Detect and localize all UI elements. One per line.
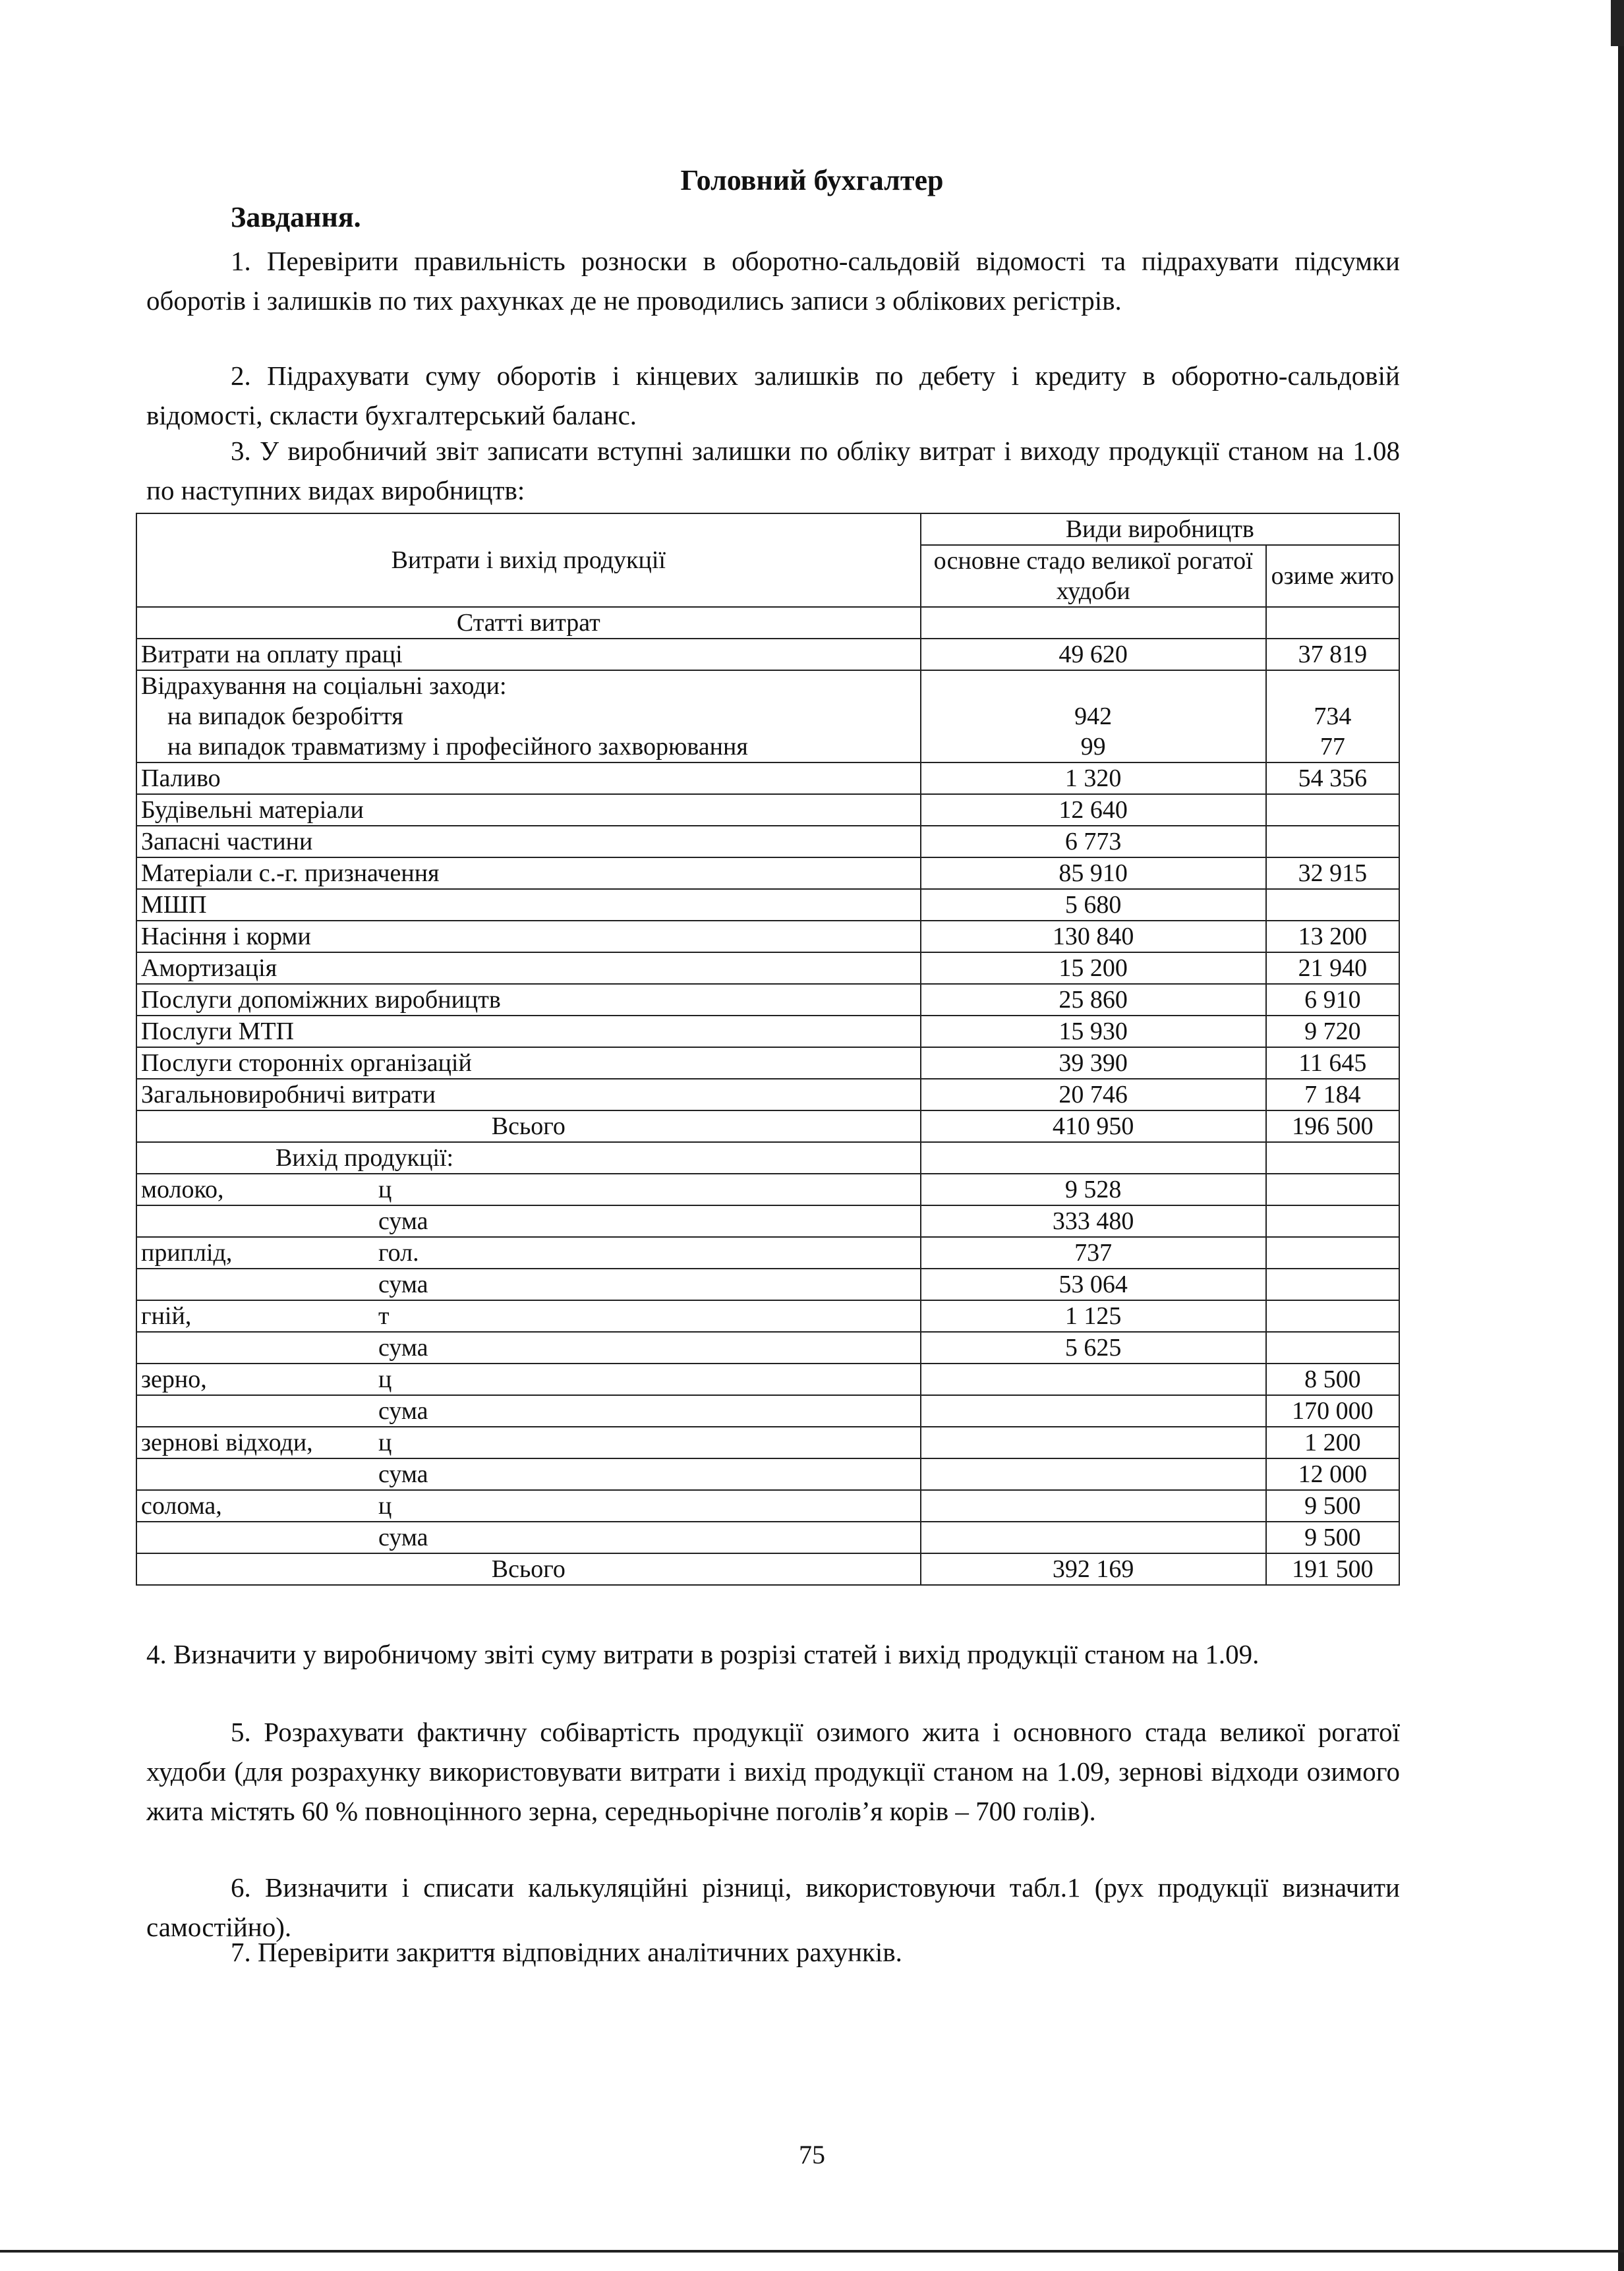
page-edge-shadow (1618, 0, 1624, 2271)
table-row (136, 857, 1399, 889)
table-row (136, 1458, 1399, 1490)
output-item-unit: сума (378, 1524, 428, 1551)
value-rye (1266, 826, 1399, 857)
value-cattle (921, 1490, 1266, 1522)
value-rye: 9 500 (1266, 1490, 1399, 1522)
table-row (136, 1395, 1399, 1427)
table-row (136, 1047, 1399, 1079)
output-total-label: Всього (136, 1553, 921, 1585)
output-item-name: молоко, (141, 1176, 224, 1203)
value-rye (1266, 1237, 1399, 1269)
value-cattle (921, 1395, 1266, 1427)
output-item-unit: сума (378, 1207, 428, 1235)
empty-cell (921, 1142, 1266, 1174)
cost-item-label: Послуги сторонніх організацій (136, 1047, 921, 1079)
table-row (136, 639, 1399, 670)
output-item-unit: сума (378, 1334, 428, 1362)
value-rye: 54 356 (1266, 762, 1399, 794)
value-cattle: 333 480 (921, 1205, 1266, 1237)
table-row (136, 1174, 1399, 1205)
table-row (136, 1016, 1399, 1047)
cost-total-row (136, 1110, 1399, 1142)
value-rye: 12 000 (1266, 1458, 1399, 1490)
output-item (136, 1174, 921, 1205)
social-contributions-row (136, 670, 1399, 762)
output-item (136, 1395, 921, 1427)
social-value: 942 (1074, 703, 1113, 730)
table-row (136, 1332, 1399, 1364)
output-item (136, 1427, 921, 1458)
table-row (136, 1079, 1399, 1110)
output-item (136, 1490, 921, 1522)
social-value: 77 (1320, 733, 1345, 761)
value-cattle: 39 390 (921, 1047, 1266, 1079)
page-number: 75 (799, 2140, 825, 2170)
output-total-cattle: 392 169 (921, 1553, 1266, 1585)
output-item (136, 1332, 921, 1364)
task-7: 7. Перевірити закриття відповідних аналітичних рахунків. (231, 1937, 902, 1967)
output-item-name: приплід, (141, 1239, 233, 1267)
output-total-row (136, 1553, 1399, 1585)
cost-total-label: Всього (136, 1110, 921, 1142)
task-1: 1. Перевірити правильність розноски в оборотно-сальдовій відомості та підрахувати підсумки оборотів і залишків по тих рахунках де не проводились записи з облікових регістрів. (146, 246, 1400, 316)
task-6: 6. Визначити і списати калькуляційні різниці, використовуючи табл.1 (рух продукції визначити самостійно). (146, 1872, 1400, 1942)
value-rye: 9 500 (1266, 1522, 1399, 1553)
output-item (136, 1269, 921, 1300)
cost-item-label: Амортизація (136, 952, 921, 984)
output-item (136, 1300, 921, 1332)
value-cattle: 1 320 (921, 762, 1266, 794)
header-cost-output: Витрати і вихід продукції (136, 513, 921, 607)
value-rye: 21 940 (1266, 952, 1399, 984)
value-cattle (921, 1458, 1266, 1490)
value-rye: 1 200 (1266, 1427, 1399, 1458)
value-cattle: 5 680 (921, 889, 1266, 921)
cost-item-label: МШП (136, 889, 921, 921)
value-cattle: 85 910 (921, 857, 1266, 889)
table-row (136, 1522, 1399, 1553)
page-corner-mark (1591, 0, 1624, 46)
value-cattle: 15 200 (921, 952, 1266, 984)
value-rye: 7 184 (1266, 1079, 1399, 1110)
table-row (136, 1300, 1399, 1332)
table-row (136, 889, 1399, 921)
output-item-name: зерно, (141, 1365, 207, 1393)
task-3: 3. У виробничий звіт записати вступні залишки по обліку витрат і виходу продукції станом на 1.08 по наступних видах виробництв: (146, 436, 1400, 505)
value-cattle: 6 773 (921, 826, 1266, 857)
table-row (136, 921, 1399, 952)
task-4: 4. Визначити у виробничому звіті суму витрати в розрізі статей і вихід продукції станом на 1.09. (146, 1639, 1260, 1669)
cost-item-label: Загальновиробничі витрати (136, 1079, 921, 1110)
output-item (136, 1205, 921, 1237)
task-5: 5. Розрахувати фактичну собівартість продукції озимого жита і основного стада великої рогатої худоби (для розрахунку використовувати витрати і вихід продукції станом на 1.09, зернові відходи озимого жита містять 60 % повноцінного зерна, середньорічне поголів’я корів – 700 голів). (146, 1717, 1400, 1826)
value-cattle (921, 1364, 1266, 1395)
table-header-row (136, 513, 1399, 545)
output-item-unit: сума (378, 1460, 428, 1488)
output-item-name: зернові відходи, (141, 1429, 313, 1456)
task-heading: Завдання. (231, 201, 361, 233)
output-total-rye: 191 500 (1266, 1553, 1399, 1585)
table-row (136, 952, 1399, 984)
value-cattle (921, 1427, 1266, 1458)
cost-item-label: Витрати на оплату праці (136, 639, 921, 670)
value-rye: 37 819 (1266, 639, 1399, 670)
value-rye: 8 500 (1266, 1364, 1399, 1395)
cost-item-label: Послуги допоміжних виробництв (136, 984, 921, 1016)
value-rye (1266, 1205, 1399, 1237)
social-contributions-label (136, 670, 921, 762)
value-rye (1266, 1174, 1399, 1205)
output-item (136, 1458, 921, 1490)
value-cattle: 1 125 (921, 1300, 1266, 1332)
section-title-row (136, 607, 1399, 639)
social-value: 99 (1080, 733, 1106, 761)
value-cattle: 53 064 (921, 1269, 1266, 1300)
table-row (136, 1237, 1399, 1269)
production-report-table (136, 513, 1400, 1586)
output-item (136, 1522, 921, 1553)
value-rye: 170 000 (1266, 1395, 1399, 1427)
output-item-unit: ц (378, 1365, 392, 1393)
value-cattle: 9 528 (921, 1174, 1266, 1205)
table-row (136, 1205, 1399, 1237)
social-sub-unemployment: на випадок безробіття (167, 703, 403, 730)
table-row (136, 794, 1399, 826)
empty-cell (1266, 607, 1399, 639)
output-item-unit: ц (378, 1492, 392, 1520)
cost-item-label: Послуги МТП (136, 1016, 921, 1047)
value-cattle: 15 930 (921, 1016, 1266, 1047)
output-item-unit: сума (378, 1397, 428, 1425)
task-2: 2. Підрахувати суму оборотів і кінцевих залишків по дебету і кредиту в оборотно-сальдовій відомості, скласти бухгалтерський баланс. (146, 360, 1400, 430)
header-production-types: Види виробництв (921, 513, 1399, 545)
output-item-name: гній, (141, 1302, 192, 1330)
cost-item-label: Паливо (136, 762, 921, 794)
value-rye (1266, 794, 1399, 826)
page-bottom-edge (0, 2250, 1624, 2253)
cost-item-label: Будівельні матеріали (136, 794, 921, 826)
output-item-name: солома, (141, 1492, 222, 1520)
page-title: Головний бухгалтер (680, 164, 944, 196)
table-row (136, 1490, 1399, 1522)
social-sub-injury: на випадок травматизму і професійного захворювання (167, 733, 748, 761)
header-winter-rye: озиме жито (1266, 545, 1399, 607)
value-rye (1266, 1269, 1399, 1300)
section-title-row (136, 1142, 1399, 1174)
output-item-unit: ц (378, 1176, 392, 1203)
table-row (136, 1364, 1399, 1395)
output-item-unit: ц (378, 1429, 392, 1456)
table-row (136, 1269, 1399, 1300)
cost-item-label: Матеріали с.-г. призначення (136, 857, 921, 889)
social-label: Відрахування на соціальні заходи: (141, 672, 507, 700)
output-item (136, 1237, 921, 1269)
value-cattle: 5 625 (921, 1332, 1266, 1364)
table-row (136, 984, 1399, 1016)
table-row (136, 762, 1399, 794)
social-values-cattle (921, 670, 1266, 762)
empty-cell (1266, 1142, 1399, 1174)
table-row (136, 826, 1399, 857)
value-rye (1266, 1300, 1399, 1332)
output-item-unit: сума (378, 1271, 428, 1298)
value-rye: 13 200 (1266, 921, 1399, 952)
output-item (136, 1364, 921, 1395)
cost-section-title: Статті витрат (136, 607, 921, 639)
value-cattle: 12 640 (921, 794, 1266, 826)
empty-cell (921, 607, 1266, 639)
cost-total-rye: 196 500 (1266, 1110, 1399, 1142)
value-cattle: 130 840 (921, 921, 1266, 952)
social-values-rye (1266, 670, 1399, 762)
value-rye (1266, 889, 1399, 921)
value-rye: 6 910 (1266, 984, 1399, 1016)
value-cattle: 737 (921, 1237, 1266, 1269)
value-cattle: 25 860 (921, 984, 1266, 1016)
value-cattle: 49 620 (921, 639, 1266, 670)
value-cattle: 20 746 (921, 1079, 1266, 1110)
value-cattle (921, 1522, 1266, 1553)
cost-item-label: Запасні частини (136, 826, 921, 857)
value-rye: 32 915 (1266, 857, 1399, 889)
header-cattle-herd: основне стадо великої рогатої худоби (921, 545, 1266, 607)
output-item-unit: гол. (378, 1239, 419, 1267)
table-row (136, 1427, 1399, 1458)
value-rye (1266, 1332, 1399, 1364)
output-item-unit: т (378, 1302, 390, 1330)
value-rye: 9 720 (1266, 1016, 1399, 1047)
value-rye: 11 645 (1266, 1047, 1399, 1079)
cost-total-cattle: 410 950 (921, 1110, 1266, 1142)
output-section-title: Вихід продукції: (136, 1142, 921, 1174)
social-value: 734 (1314, 703, 1352, 730)
cost-item-label: Насіння і корми (136, 921, 921, 952)
